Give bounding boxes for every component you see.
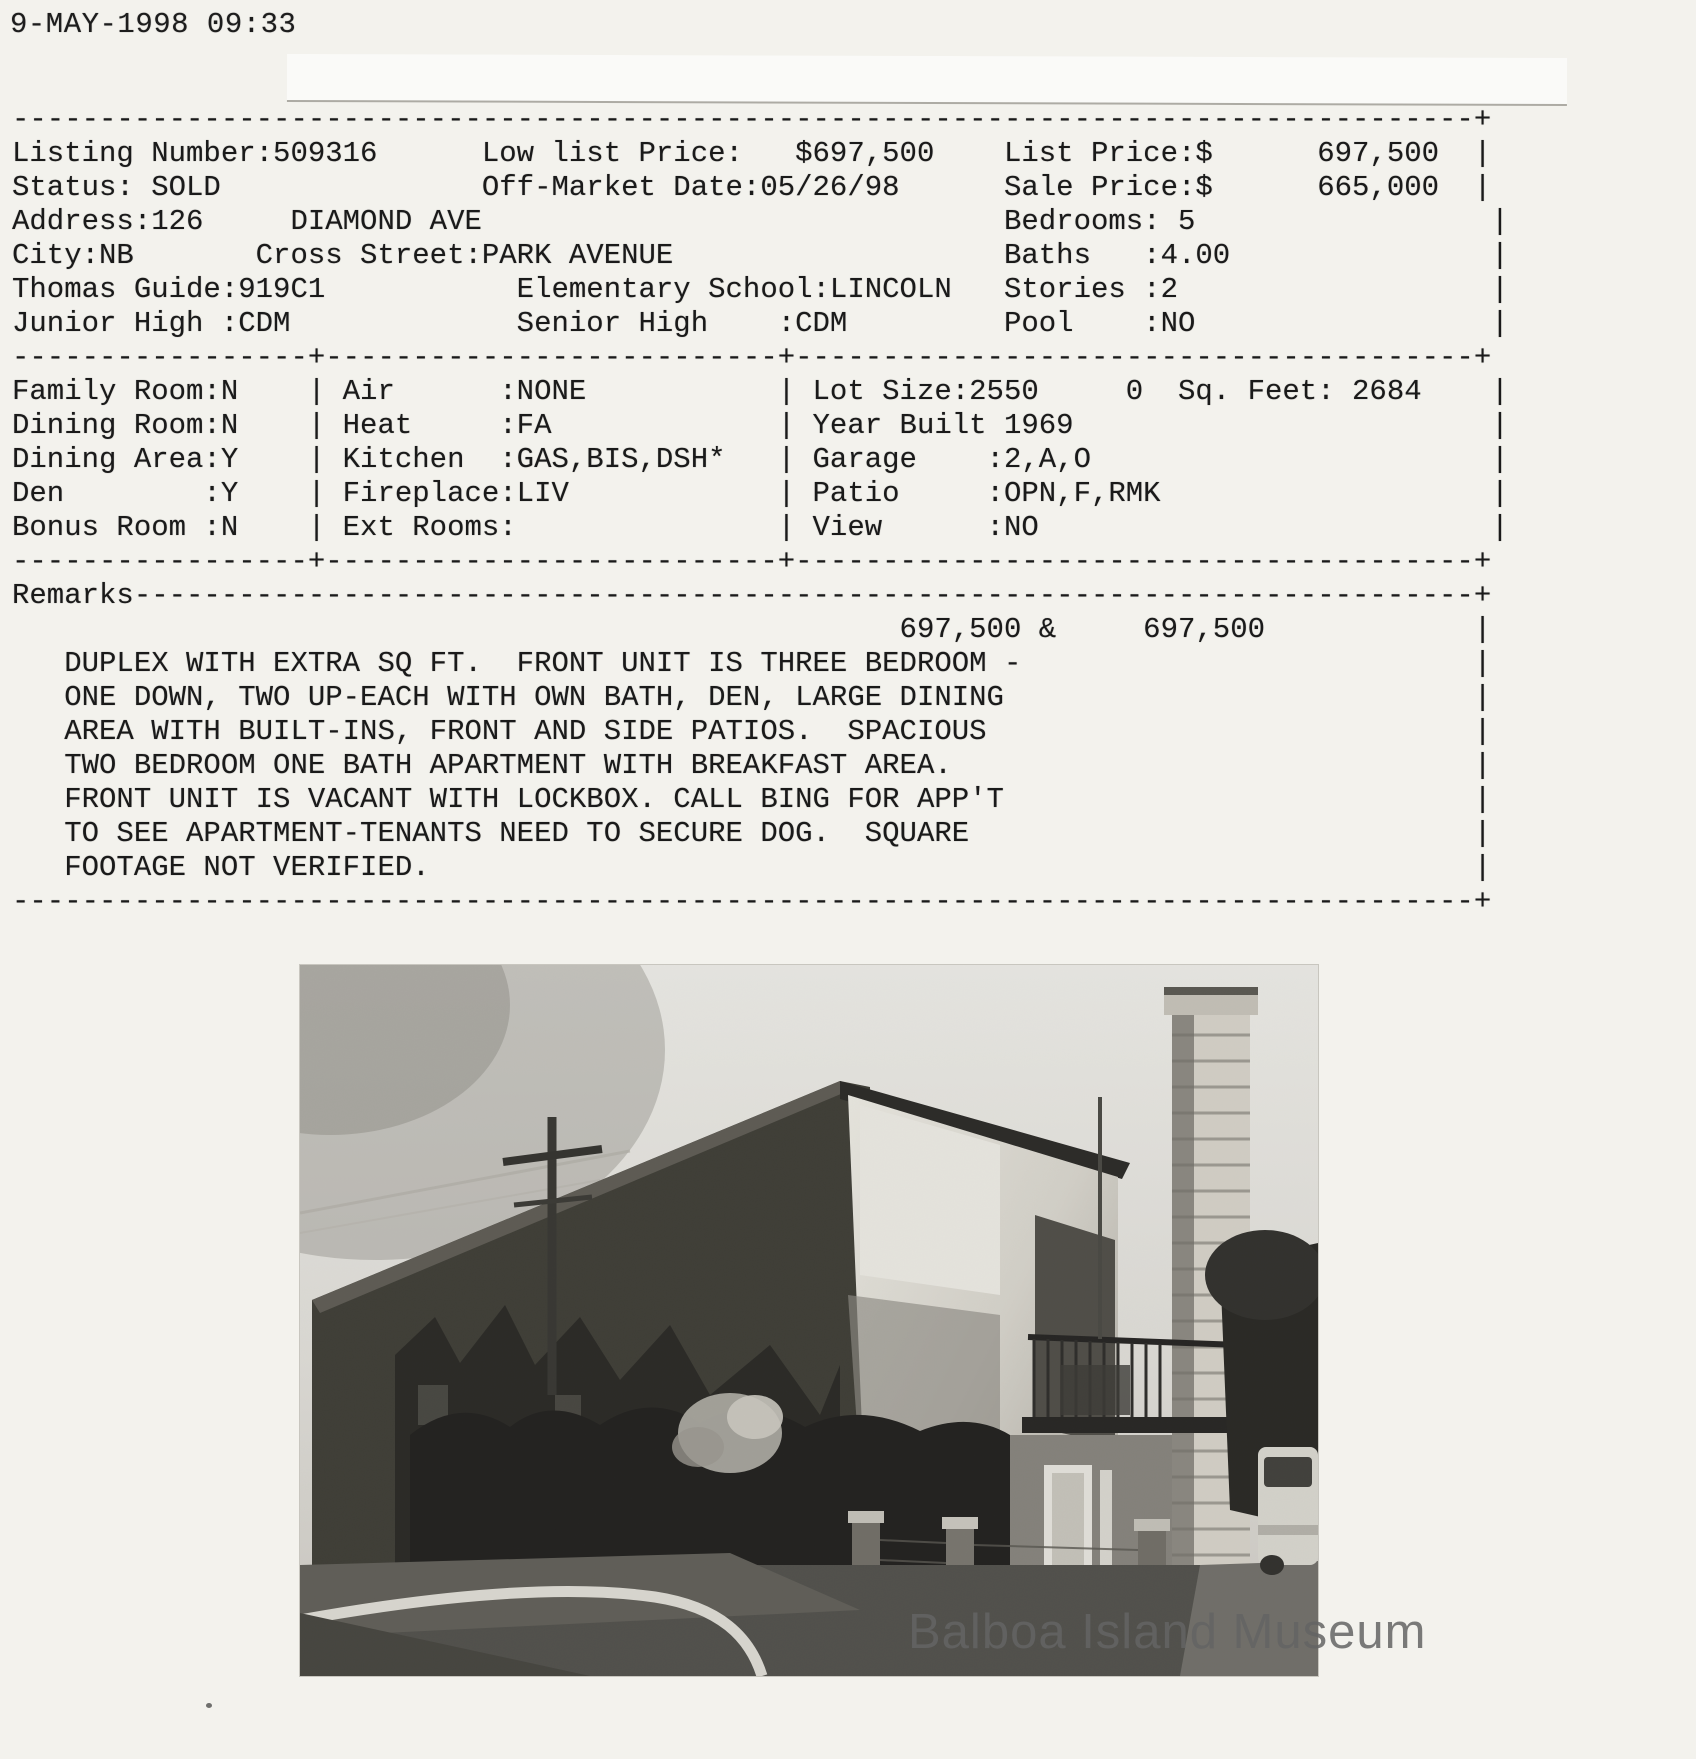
report-line: City:NB Cross Street:PARK AVENUE Baths :4.00 |	[12, 239, 1509, 272]
report-line: Den :Y | Fireplace:LIV | Patio :OPN,F,RMK |	[12, 477, 1509, 510]
report-line: Family Room:N | Air :NONE | Lot Size:2550 0 Sq. Feet: 2684 |	[12, 375, 1509, 408]
report-line: Bonus Room :N | Ext Rooms: | View :NO |	[12, 511, 1509, 544]
report-line: TO SEE APARTMENT-TENANTS NEED TO SECURE DOG. SQUARE |	[12, 817, 1492, 850]
report-line: Status: SOLD Off-Market Date:05/26/98 Sale Price:$ 665,000 |	[12, 171, 1492, 204]
report-line: Address:126 DIAMOND AVE Bedrooms: 5 |	[12, 205, 1509, 238]
museum-watermark: Balboa Island Museum	[908, 1605, 1427, 1659]
property-photo	[300, 965, 1318, 1676]
report-line: FRONT UNIT IS VACANT WITH LOCKBOX. CALL BING FOR APP'T |	[12, 783, 1492, 816]
report-line: ------------------------------------------------------------------------------------+	[12, 885, 1492, 918]
report-line: Listing Number:509316 Low list Price: $697,500 List Price:$ 697,500 |	[12, 137, 1492, 170]
report-line: Remarks-----------------------------------------------------------------------------+	[12, 579, 1492, 612]
property-photo-figure	[300, 965, 1318, 1676]
report-line: 697,500 & 697,500 |	[12, 613, 1492, 646]
report-line: AREA WITH BUILT-INS, FRONT AND SIDE PATIOS. SPACIOUS |	[12, 715, 1492, 748]
report-line: Dining Room:N | Heat :FA | Year Built 1969 |	[12, 409, 1509, 442]
report-line: TWO BEDROOM ONE BATH APARTMENT WITH BREAKFAST AREA. |	[12, 749, 1492, 782]
report-line: -----------------+--------------------------+---------------------------------------+	[12, 545, 1492, 578]
report-line: ONE DOWN, TWO UP-EACH WITH OWN BATH, DEN, LARGE DINING |	[12, 681, 1492, 714]
report-line: DUPLEX WITH EXTRA SQ FT. FRONT UNIT IS THREE BEDROOM - |	[12, 647, 1492, 680]
report-line: Junior High :CDM Senior High :CDM Pool :NO |	[12, 307, 1509, 340]
report-line: Dining Area:Y | Kitchen :GAS,BIS,DSH* | Garage :2,A,O |	[12, 443, 1509, 476]
scan-speck	[206, 1703, 212, 1708]
mls-report	[12, 103, 1509, 919]
report-line: -----------------+--------------------------+---------------------------------------+	[12, 341, 1492, 374]
paper-edge-artifact	[287, 54, 1567, 106]
report-line: FOOTAGE NOT VERIFIED. |	[12, 851, 1492, 884]
report-line: Thomas Guide:919C1 Elementary School:LINCOLN Stories :2 |	[12, 273, 1509, 306]
fax-timestamp: 9-MAY-1998 09:33	[10, 8, 297, 41]
report-line: ------------------------------------------------------------------------------------+	[12, 103, 1492, 136]
